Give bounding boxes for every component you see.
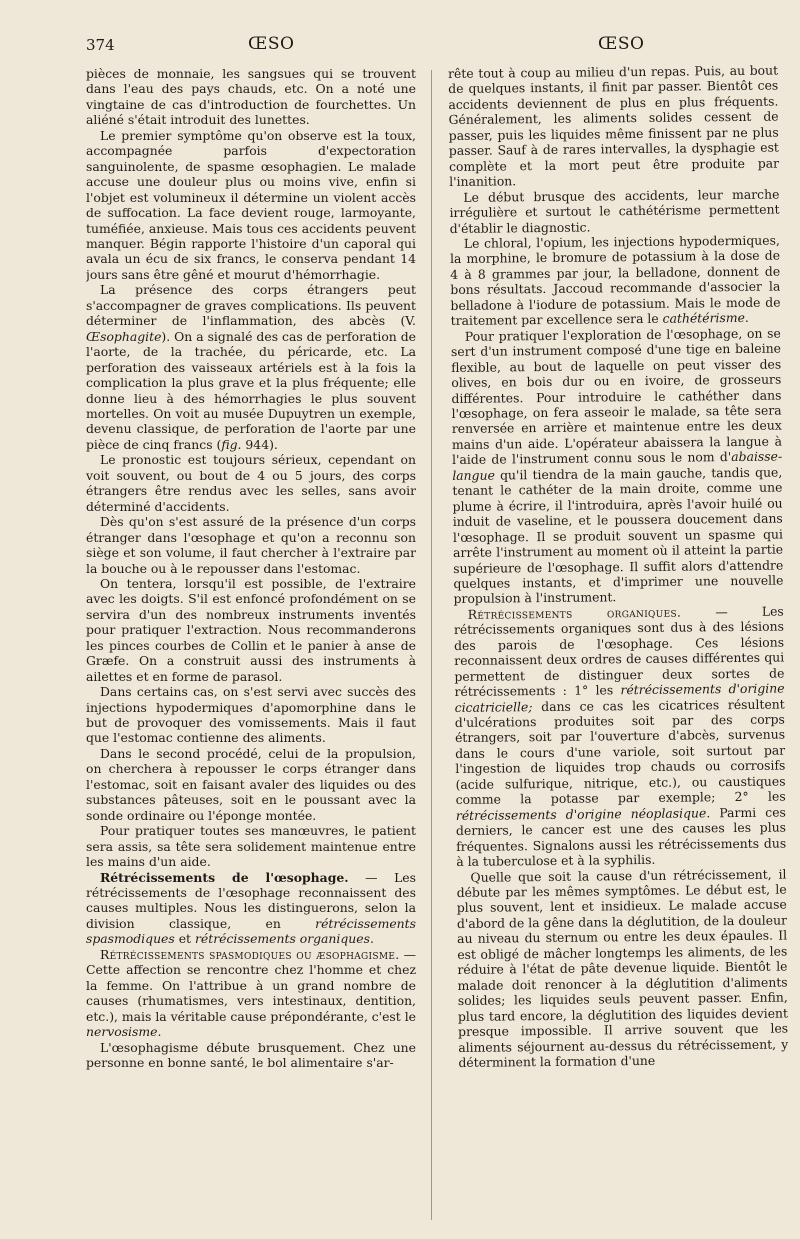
italic-term: rétrécissements d'origine néoplasique: [455, 805, 707, 823]
text: qu'il tiendra de la main gauche, tandis que, tenant le cathéter de la main droite, comme une plume à écrire, il l'introduira, après l'avoir huilé ou induit de vaseline, et le poussera doucement dans l'œsophage. Il se produit souvent un spasme qui arrête l'instrument au moment où il atteint la partie supérieure de l'œsophage. Il suffit alors d'attendre quelques instants, et d'imprimer une nouvelle propulsion à l'instrument.: [452, 464, 784, 607]
figure-reference: fig.: [221, 436, 242, 452]
italic-term: cathétérisme: [662, 310, 745, 327]
text: ). On a signalé des cas de perforation de l'aorte, de la trachée, du péricarde, etc. La perforation des vaisseaux artériels est à la fois la complication la plus grave et la plus fréquente; elle donne lieu à des hémorrhagies le plus souvent mortelles. On voit au musée Dupuytren un exemple, devenu classique, de perforation de l'aorte par une pièce de cinq francs (: [86, 328, 416, 452]
section-heading: Rétrécissements de l'œsophage.: [100, 869, 349, 885]
text: et: [174, 931, 195, 947]
subsection-heading: Rétrécissements spasmodiques ou æsophagisme.: [100, 946, 400, 962]
text: — Cette affection se rencontre chez l'homme et chez la femme. On l'attribue à un grand nombre de causes (rhumatismes, vers intestinaux, dentition, etc.), mais la véritable cause prépondérante, c'est le: [86, 946, 416, 1024]
paragraph: [454, 603, 787, 869]
right-column: [448, 63, 790, 1226]
paragraph: Le premier symptôme qu'on observe est la toux, accompagnée parfois d'expectoration sanguinolente, de spasme œsophagien. Le malade accuse une douleur plus ou moins vive, enfin si l'objet est volumineux il détermine un violent accès de suffocation. La face devient rouge, larmoyante, tuméfiée, anxieuse. Mais tous ces accidents peuvent manquer. Bégin rapporte l'histoire d'un caporal qui avala un écu de six francs, le conserva pendant 14 jours sans être gêné et mourut d'hémorrhagie.: [86, 127, 416, 282]
paragraph: Pour pratiquer toutes ses manœuvres, le patient sera assis, sa tête sera solidement maintenue entre les mains d'un aide.: [86, 823, 416, 870]
text: — Les rétrécissements organiques sont dus à des lésions des parois de l'œsophage. Ces lésions reconnaissent deux ordres de causes différentes qui permettent de distinguer deux sortes de rétrécissements : 1° les: [453, 603, 785, 700]
text: Pour pratiquer l'exploration de l'œsophage, on se sert d'un instrument composé d'une tige en baleine flexible, au bout de laquelle on peut visser des olives, en bois dur ou en ivoire, de grosseurs différentes. Pour introduire le cathéther dans l'œsophage, on fera asseoir le malade, sa tête sera renversée en arrière et maintenue entre les deux mains d'un aide. L'opérateur abaissera la langue à l'aide de l'instrument connu sous le nom d': [450, 325, 783, 468]
italic-term: nervosisme: [86, 1024, 158, 1040]
italic-term: rétrécissements organiques: [194, 931, 370, 947]
paragraph: [86, 947, 416, 1040]
text: — Les rétrécissements de l'œsophage reconnaissent des causes multiples. Nous les distinguerons, selon la division classique, en: [86, 869, 416, 931]
paragraph: Quelle que soit la cause d'un rétrécissement, il débute par les mêmes symptômes. Le début est, le plus souvent, lent et insidieux. Le malade accuse d'abord de la gêne dans la déglutition, de la douleur au niveau du sternum ou entre les deux épaules. Il est obligé de mâcher longtemps les aliments, de les réduire à l'état de pâte devenue liquide. Bientôt le malade doit renoncer à la déglutition d'aliments solides; les liquides seuls peuvent passer. Enfin, plus tard encore, la déglutition des liquides devient presque impossible. Il arrive souvent que les aliments séjournent au-dessus du rétrécissement, y déterminent la formation d'une: [456, 866, 789, 1070]
column-divider: [431, 70, 432, 1220]
paragraph: [450, 233, 781, 329]
page-header: [0, 34, 800, 56]
text: .: [157, 1024, 162, 1040]
paragraph: pièces de monnaie, les sangsues qui se trouvent dans l'eau des pays chauds, etc. On a noté une vingtaine de cas d'introduction de fourchettes. Un aliéné s'était introduit des lunettes.: [86, 66, 416, 128]
paragraph: On tentera, lorsqu'il est possible, de l'extraire avec les doigts. S'il est enfoncé profondément on se servira d'un des nombreux instruments inventés pour pratiquer l'extraction. Nous recommanderons les pinces courbes de Collin et le panier à anse de Græfe. On a construit aussi des instruments à ailettes et en forme de parasol.: [86, 575, 416, 684]
paragraph: [86, 870, 416, 947]
text: .: [369, 931, 374, 947]
text: dans ce cas les cicatrices résultent d'ulcérations produites soit par des corps étrangers, soit par l'ouverture d'abcès, survenus dans le cours d'une variole, soit surtout par l'ingestion de liquides trop chauds ou corrosifs (acide sulfurique, nitrique, etc.), ou caustiques comme la potasse par exemple; 2° les: [454, 696, 786, 808]
italic-term: rétrécissements d'origine cicatricielle;: [454, 680, 785, 715]
left-column: [86, 66, 416, 1226]
paragraph: [451, 325, 784, 607]
italic-term: rétrécissements spasmodiques: [86, 915, 416, 947]
running-head-left: ŒSO: [248, 34, 295, 54]
italic-term: abaisse-langue: [452, 448, 783, 483]
text: .: [744, 310, 749, 326]
text: . Parmi ces derniers, le cancer est une des causes les plus fréquentes. Signalons aussi les rétrécissements dus à la tuberculose et à la syphilis.: [455, 804, 787, 870]
text: 944).: [241, 436, 278, 452]
paragraph: Le pronostic est toujours sérieux, cependant on voit souvent, ou bout de 4 ou 5 jours, des corps étrangers être rendus avec les selles, sans avoir déterminé d'accidents.: [86, 452, 416, 514]
paragraph: [86, 282, 416, 452]
running-head-right: ŒSO: [598, 34, 645, 54]
text: Le chloral, l'opium, les injections hypodermiques, la morphine, le bromure de potassium à la dose de 4 à 8 grammes par jour, la belladone, donnent de bons résultats. Jaccoud recommande d'associer la belladone à l'iodure de potassium. Mais le mode de traitement par excellence sera le: [449, 232, 781, 329]
page-number: 374: [86, 36, 115, 54]
paragraph: Dans le second procédé, celui de la propulsion, on cherchera à repousser le corps étranger dans l'estomac, soit en faisant avaler des liquides ou des substances pâteuses, soit en le poussant avec la sonde ordinaire ou l'éponge montée.: [86, 745, 416, 823]
paragraph: Dans certains cas, on s'est servi avec succès des injections hypodermiques d'apomorphine dans le but de provoquer des vomissements. Mais il faut que l'estomac contienne des aliments.: [86, 684, 416, 746]
subsection-heading: Rétrécissements organiques.: [467, 604, 682, 622]
paragraph: Le début brusque des accidents, leur marche irrégulière et surtout le cathétérisme permettent d'établir le diagnostic.: [449, 186, 780, 236]
cross-reference-link[interactable]: Œsophagite: [86, 328, 162, 344]
text: La présence des corps étrangers peut s'accompagner de graves complications. Ils peuvent déterminer de l'inflammation, des abcès (V.: [86, 282, 416, 329]
paragraph: rête tout à coup au milieu d'un repas. Puis, au bout de quelques instants, il finit par passer. Bientôt ces accidents deviennent de plus en plus fréquents. Généralement, les aliments solides cessent de passer, puis les liquides même finissent par ne plus passer. Sauf à de rares intervalles, la dysphagie est complète et la mort peut être produite par l'inanition.: [448, 62, 780, 190]
paragraph: Dès qu'on s'est assuré de la présence d'un corps étranger dans l'œsophage et qu'on a reconnu son siège et son volume, il faut chercher à l'extraire par la bouche ou à le repousser dans l'estomac.: [86, 514, 416, 576]
paragraph: L'œsophagisme débute brusquement. Chez une personne en bonne santé, le bol alimentaire s'ar-: [86, 1039, 416, 1070]
